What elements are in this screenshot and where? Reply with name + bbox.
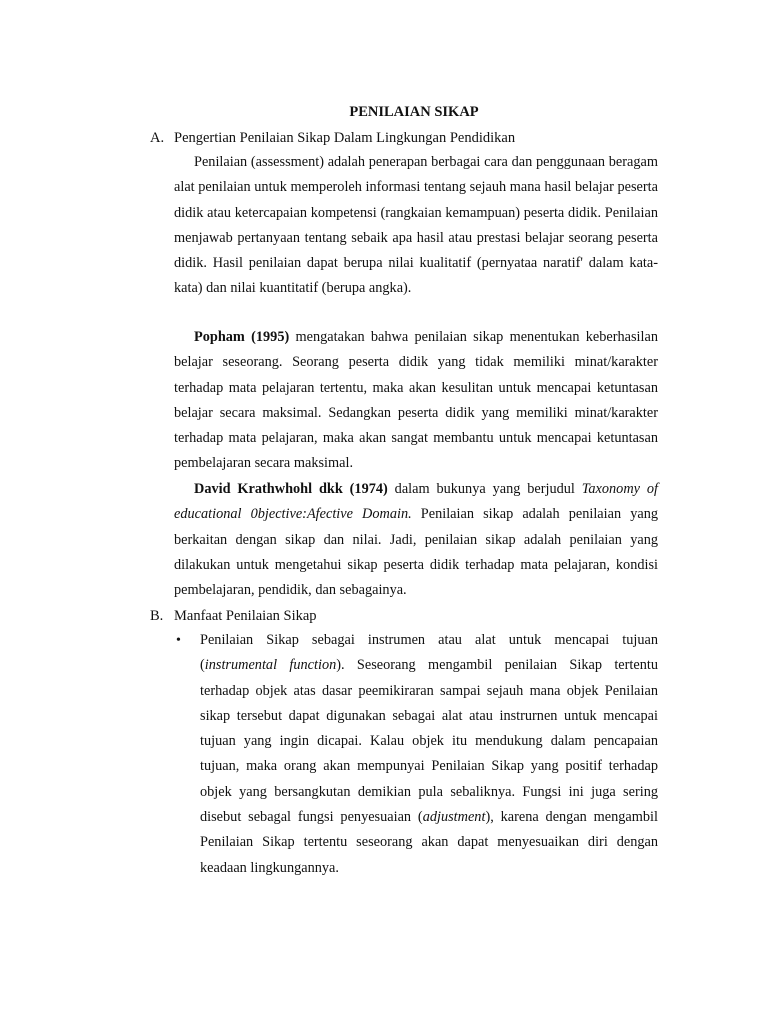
citation-popham: Popham (1995) [194,329,290,345]
bullet-icon: • [176,633,181,648]
paragraph-3-text-a: dalam bukunya yang berjudul [387,481,582,497]
document-title: PENILAIAN SIKAP [349,104,479,120]
paragraph-1-text: Penilaian (assessment) adalah penerapan berbagai cara dan penggunaan beragam alat penilaian untuk memperoleh informasi tentang sejauh mana hasil belajar peserta didik atau ketercapaian kompetensi (rangkaian kemampuan) peserta didik. Penilaian menjawab pertanyaan tentang sebaik apa hasil atau prestasi belajar seorang peserta didik. Hasil penilaian dapat berupa nilai kualitatif (pernyataa naratif' dalam kata-kata) dan nilai kuantitatif (berupa angka). [174,154,658,297]
bullet-item-instrumental-function [174,628,658,881]
section-b-title: Manfaat Penilaian Sikap [174,608,317,624]
term-instrumental-function: instrumental function [204,657,337,674]
section-a-heading [150,129,515,147]
paragraph-2-text: mengatakan bahwa penilaian sikap menentukan keberhasilan belajar seseorang. Seorang peserta didik yang tidak memiliki minat/karakter terhadap mata pelajaran tertentu, maka akan kesulitan untuk mencapai ketuntasan belajar secara maksimal. Sedangkan peserta didik yang memiliki minat/karakter terhadap mata pelajaran, maka akan sangat membantu untuk mencapai ketuntasan pembelajaran secara maksimal. [174,329,658,472]
section-a-paragraph-2 [174,325,658,477]
citation-krathwhohl: David Krathwhohl dkk (1974) [194,481,388,497]
bullet-text-a: Penilaian Sikap sebagai instrumen atau alat untuk mencapai tujuan ( [200,632,658,674]
book-title: Taxonomy of educational 0bjective:Afective Domain. [174,481,658,523]
bullet-text-b: ). Seseorang mengambil penilaian Sikap tertentu terhadap objek atas dasar peemikiraran sampai sejauh mana objek Penilaian sikap tersebut dapat digunakan sebagai alat atau instrurnen untuk mencapai tujuan yang ingin dicapai. Kalau objek itu mendukung dalam pencapaian tujuan, maka orang akan mempunyai Penilaian Sikap yang positif terhadap objek yang bersangkutan demikian pula sebaliknya. Fungsi ini juga sering disebut sebagal fungsi penyesuaian ( [200,657,658,826]
section-b-letter: B. [150,608,164,624]
section-a-paragraph-3 [174,477,658,603]
section-b-heading [150,607,317,625]
bullet-text-c: ), karena dengan mengambil Penilaian Sikap tertentu seseorang akan dapat menyesuaikan diri dengan keadaan lingkungannya. [200,809,658,876]
paragraph-3-text-b: Penilaian sikap adalah penilaian yang berkaitan dengan sikap dan nilai. Jadi, penilaian sikap adalah penilaian yang dilakukan untuk mengetahui sikap peserta didik terhadap mata pelajaran, kondisi pembelajaran, pendidik, dan sebagainya. [174,506,658,599]
section-a-title: Pengertian Penilaian Sikap Dalam Lingkungan Pendidikan [174,130,516,146]
bullet-text [200,628,658,881]
section-a-letter: A. [150,130,165,146]
section-a-paragraph-1 [174,150,658,302]
term-adjustment: adjustment [422,809,486,826]
